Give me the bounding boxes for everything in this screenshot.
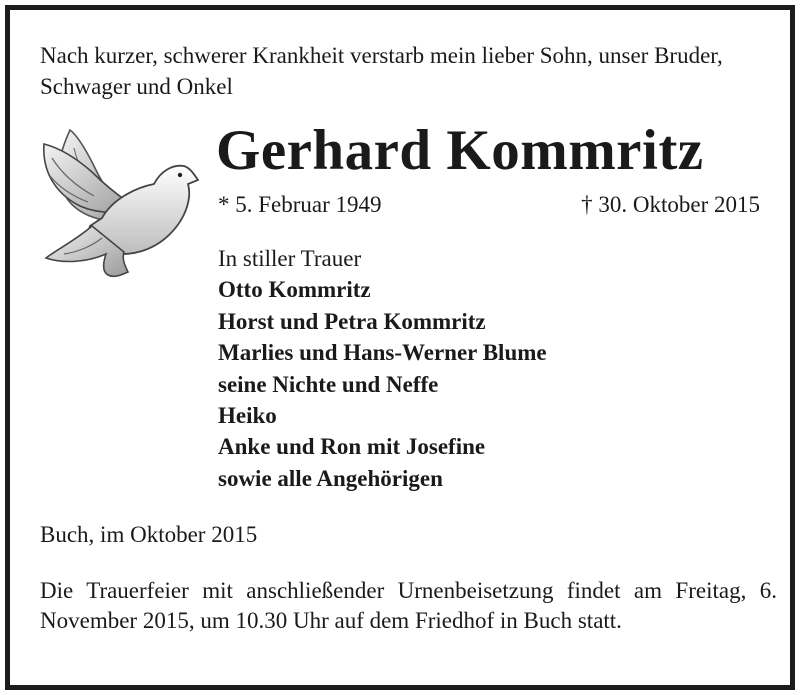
mourner-name: Heiko (218, 403, 277, 429)
mourners-block (218, 243, 778, 494)
mourners-list (218, 274, 778, 494)
death-date: † 30. Oktober 2015 (581, 192, 760, 217)
mourner-name: Marlies und Hans-Werner Blume (218, 340, 547, 366)
mourner-name: Otto Kommritz (218, 277, 371, 303)
mourner-name: Horst und Petra Kommritz (218, 308, 486, 334)
mourner-name: seine Nichte und Neffe (218, 371, 439, 397)
mourning-lead: In stiller Trauer (218, 246, 362, 271)
funeral-info: Die Trauerfeier mit anschließender Urnenbeisetzung findet am Freitag, 6. November 2015, um 10.30 Uhr auf dem Friedhof in Buch statt. (40, 578, 777, 633)
dove-icon (42, 122, 202, 282)
deceased-name: Gerhard Kommritz (216, 119, 704, 182)
mourner-name: sowie alle Angehörigen (218, 465, 443, 491)
intro-text: Nach kurzer, schwerer Krankheit verstarb mein lieber Sohn, unser Bruder, Schwager und Onkel (40, 43, 723, 99)
mourner-name: Anke und Ron mit Josefine (218, 434, 486, 460)
birth-date: * 5. Februar 1949 (218, 192, 382, 217)
obituary-notice (5, 5, 795, 690)
place-date: Buch, im Oktober 2015 (40, 522, 258, 547)
